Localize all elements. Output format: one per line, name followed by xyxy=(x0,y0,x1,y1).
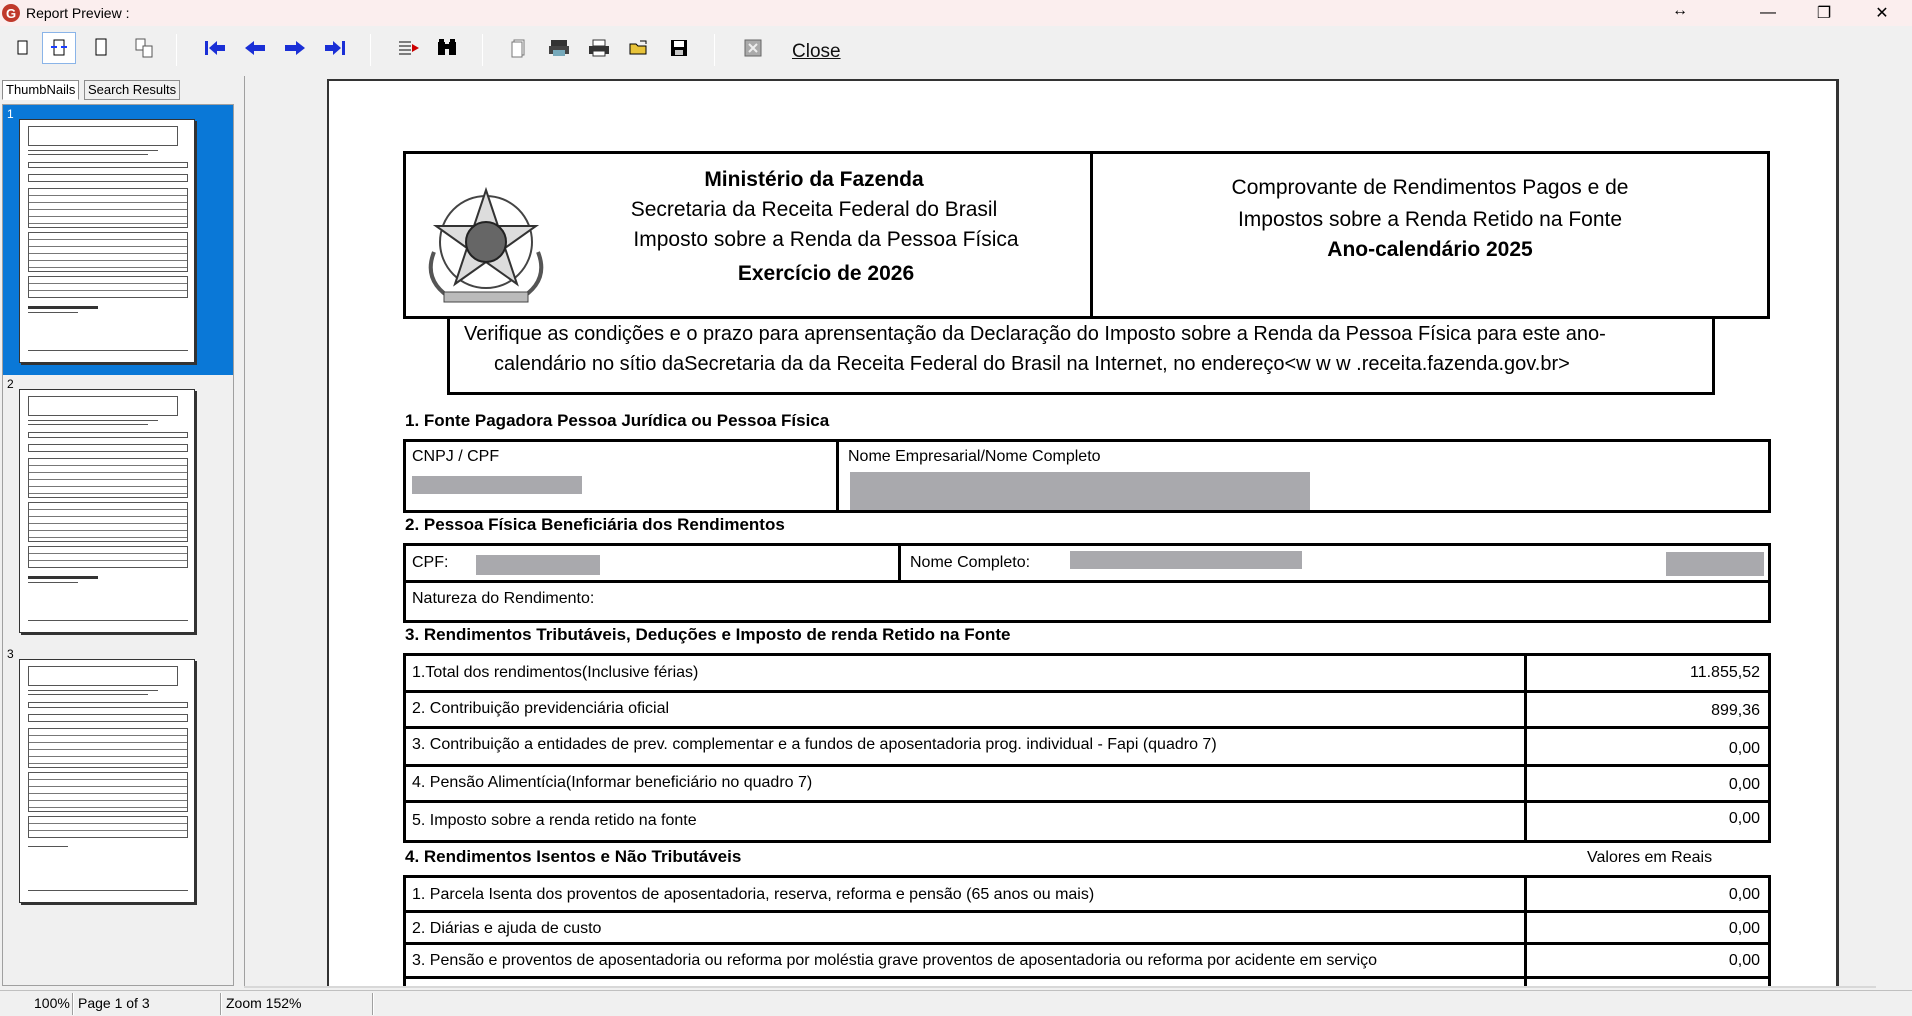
receipt-title-line2: Impostos sobre a Renda Retido na Fonte xyxy=(1237,208,1623,231)
thumbnail-image xyxy=(19,119,195,363)
ministry-title: Ministério da Fazenda xyxy=(704,168,924,191)
open-icon xyxy=(628,38,650,58)
header-right-box xyxy=(1090,151,1770,319)
printer-setup-button[interactable] xyxy=(542,32,576,64)
section1-box xyxy=(403,439,1771,513)
document-viewport[interactable] xyxy=(244,76,1912,988)
page-indicator: Page 1 of 3 xyxy=(78,995,150,1011)
window-title: Report Preview : xyxy=(26,5,130,21)
thumbnail-number: 2 xyxy=(7,377,14,391)
table-row-label: 4. Pensão Alimentícia(Informar beneficiário no quadro 7) xyxy=(412,774,813,791)
maximize-button[interactable] xyxy=(1796,0,1852,26)
section2-box xyxy=(403,543,1771,623)
new-page-icon xyxy=(510,38,528,58)
table-row-label: 1.Total dos rendimentos(Inclusive férias) xyxy=(412,664,699,681)
maximize-icon: ❐ xyxy=(1816,5,1832,22)
table-row-value: 11.855,52 xyxy=(1690,664,1760,681)
table-row-label: 2. Contribuição previdenciária oficial xyxy=(412,700,670,717)
thumbnail-page-1[interactable] xyxy=(3,105,233,375)
previous-page-icon xyxy=(243,38,267,58)
thumbnail-page-3[interactable] xyxy=(3,645,233,915)
close-preview-link[interactable]: Close xyxy=(792,41,841,62)
thumbnail-panel xyxy=(0,76,238,988)
thumbnail-page-2[interactable] xyxy=(3,375,233,645)
new-page-button[interactable] xyxy=(502,32,536,64)
thumbnail-number: 3 xyxy=(7,647,14,661)
app-logo-icon: G xyxy=(2,4,20,22)
notice-box xyxy=(447,319,1715,395)
table-row-label: 1. Parcela Isenta dos proventos de aposentadoria, reserva, reforma e pensão (65 anos ou mais) xyxy=(412,886,1095,903)
table-row-value: 0,00 xyxy=(1728,740,1760,757)
print-button[interactable] xyxy=(582,32,616,64)
tab-thumbnails[interactable]: ThumbNails xyxy=(2,80,79,100)
close-window-button[interactable] xyxy=(1854,0,1910,26)
beneficiary-extra-redacted xyxy=(1666,552,1764,576)
section4-title: 4. Rendimentos Isentos e Não Tributáveis xyxy=(405,847,742,866)
title-bar xyxy=(0,0,1912,26)
save-button[interactable] xyxy=(662,32,696,64)
beneficiary-name-label: Nome Completo: xyxy=(910,554,1031,571)
table-row-label: 3. Pensão e proventos de aposentadoria ou reforma por moléstia grave proventos de aposentadoria ou reforma por acidente em serviço xyxy=(412,952,1378,969)
table-row-label: 3. Contribuição a entidades de prev. complementar e a fundos de aposentadoria prog. individual - Fapi (quadro 7) xyxy=(412,736,1217,753)
table-row-value: 0,00 xyxy=(1728,920,1760,937)
beneficiary-name-redacted xyxy=(1070,551,1302,569)
secretariat-title: Secretaria da Receita Federal do Brasil xyxy=(630,198,998,221)
exit-icon xyxy=(743,38,763,58)
last-page-icon xyxy=(323,38,347,58)
thumbnail-image xyxy=(19,659,195,903)
single-page-button[interactable] xyxy=(6,32,40,64)
section3-title: 3. Rendimentos Tributáveis, Deduções e Imposto de renda Retido na Fonte xyxy=(405,625,1011,644)
next-page-icon xyxy=(283,38,307,58)
table-row-value: 0,00 xyxy=(1728,952,1760,969)
multiple-pages-button[interactable] xyxy=(128,32,162,64)
exercise-year: Exercício de 2026 xyxy=(737,262,915,285)
resize-icon[interactable]: ↔ xyxy=(1672,2,1688,19)
tax-title: Imposto sobre a Renda da Pessoa Física xyxy=(633,228,1019,251)
cpf-redacted xyxy=(476,555,600,575)
single-page-icon xyxy=(15,39,31,57)
table-row-value: 0,00 xyxy=(1728,886,1760,903)
page-width-icon xyxy=(49,38,69,58)
toolbar xyxy=(0,26,1912,72)
table-row-value: 899,36 xyxy=(1711,702,1760,719)
cnpj-label: CNPJ / CPF xyxy=(412,448,500,465)
find-button[interactable] xyxy=(430,32,464,64)
printer-setup-icon xyxy=(548,38,570,58)
company-name-label: Nome Empresarial/Nome Completo xyxy=(848,448,1101,465)
horizontal-scrollbar[interactable] xyxy=(244,986,1876,988)
vertical-scrollbar[interactable] xyxy=(1876,76,1912,988)
table-row-label: 5. Imposto sobre a renda retido na fonte xyxy=(412,812,697,829)
zoom-indicator: Zoom 152% xyxy=(226,995,302,1011)
cpf-label: CPF: xyxy=(412,554,449,571)
zoom-percent: 100% xyxy=(34,995,70,1011)
last-page-button[interactable] xyxy=(318,32,352,64)
minimize-button[interactable] xyxy=(1740,0,1796,26)
goto-page-icon xyxy=(397,38,421,58)
thumbnail-number: 1 xyxy=(7,107,14,121)
first-page-button[interactable] xyxy=(198,32,232,64)
status-bar xyxy=(0,990,1912,1016)
table-row-value: 0,00 xyxy=(1728,810,1760,827)
whole-page-button[interactable] xyxy=(84,32,118,64)
company-name-redacted xyxy=(850,472,1310,510)
exit-button[interactable] xyxy=(736,32,770,64)
save-icon xyxy=(669,38,689,58)
values-caption: Valores em Reais xyxy=(1587,849,1713,866)
tab-search-results[interactable]: Search Results xyxy=(84,80,180,100)
section3-table xyxy=(403,653,1771,843)
calendar-year: Ano-calendário 2025 xyxy=(1327,238,1533,261)
brazil-coat-of-arms-icon xyxy=(414,182,564,312)
header-left-box xyxy=(403,151,1093,319)
notice-line2: calendário no sítio daSecretaria da da Receita Federal do Brasil na Internet, no endereço<w w w .receita.fazenda.gov.br> xyxy=(494,353,1570,375)
section1-title: 1. Fonte Pagadora Pessoa Jurídica ou Pessoa Física xyxy=(405,411,830,430)
previous-page-button[interactable] xyxy=(238,32,272,64)
receipt-title-line1: Comprovante de Rendimentos Pagos e de xyxy=(1231,176,1629,199)
goto-page-button[interactable] xyxy=(392,32,426,64)
table-row-value: 0,00 xyxy=(1728,776,1760,793)
multiple-pages-icon xyxy=(133,36,157,60)
print-icon xyxy=(588,38,610,58)
next-page-button[interactable] xyxy=(278,32,312,64)
thumbnail-image xyxy=(19,389,195,633)
thumbnail-list xyxy=(2,104,234,986)
page-width-button[interactable] xyxy=(42,32,76,64)
first-page-icon xyxy=(203,38,227,58)
section2-title: 2. Pessoa Física Beneficiária dos Rendimentos xyxy=(405,515,785,534)
section4-table xyxy=(403,875,1771,988)
close-icon: ✕ xyxy=(1875,5,1889,22)
find-icon xyxy=(436,38,458,58)
cnpj-redacted xyxy=(412,476,582,494)
table-row-label: 2. Diárias e ajuda de custo xyxy=(412,920,602,937)
report-page xyxy=(327,79,1839,988)
nature-label: Natureza do Rendimento: xyxy=(412,590,595,607)
whole-page-icon xyxy=(93,38,109,58)
notice-line1: Verifique as condições e o prazo para aprensentação da Declaração do Imposto sobre a Renda da Pessoa Física para este ano- xyxy=(464,323,1606,345)
minimize-icon: — xyxy=(1760,4,1776,21)
open-button[interactable] xyxy=(622,32,656,64)
